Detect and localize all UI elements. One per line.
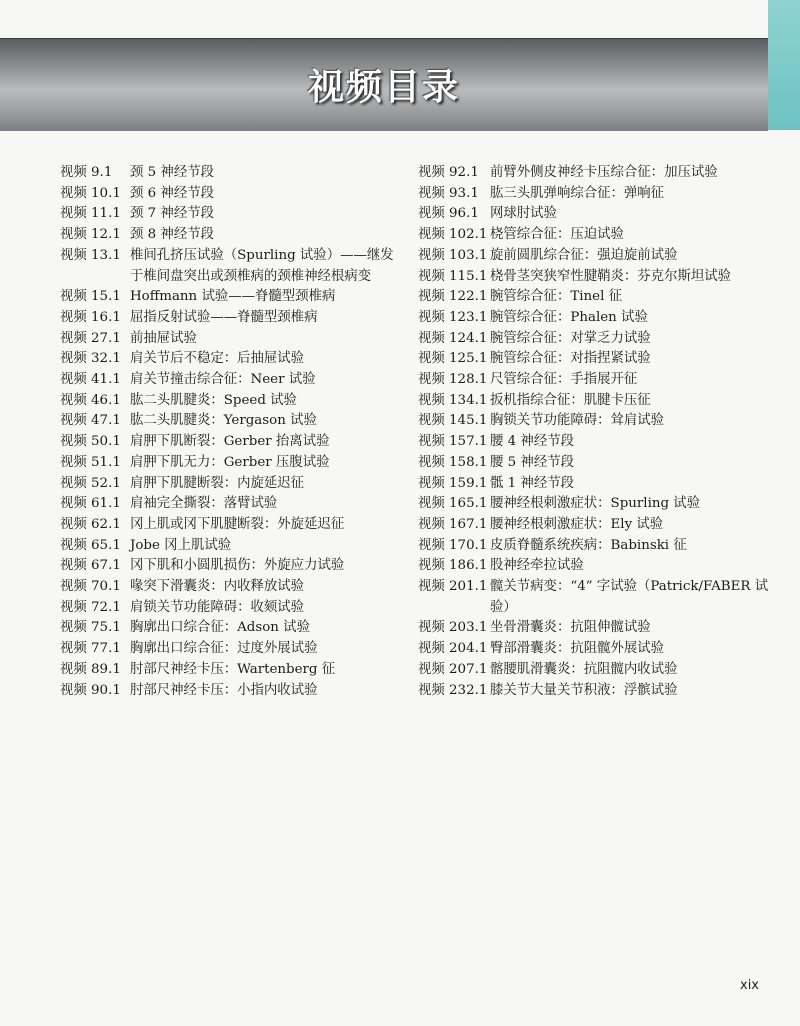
video-number: 视频 167.1 [418, 516, 488, 532]
video-title: 膝关节大量关节积液：浮髌试验 [490, 682, 678, 698]
video-title: 椎间孔挤压试验（Spurling 试验）——继发于椎间盘突出或颈椎病的颈椎神经根病变 [130, 247, 394, 284]
list-item[interactable] [60, 225, 405, 246]
teal-tab [768, 0, 800, 130]
video-title: 肩胛下肌断裂：Gerber 抬离试验 [130, 434, 330, 450]
list-item[interactable] [60, 494, 405, 515]
video-number: 视频 232.1 [418, 682, 488, 698]
video-title: 颈 5 神经节段 [130, 165, 214, 180]
video-title: 颈 7 神经节段 [130, 206, 214, 222]
video-number: 视频 157.1 [418, 434, 488, 450]
list-item[interactable] [60, 660, 405, 681]
list-item[interactable] [60, 204, 405, 225]
video-title: 肱二头肌腱炎：Speed 试验 [130, 392, 297, 408]
video-title: 股神经牵拉试验 [490, 558, 584, 574]
list-item[interactable] [418, 204, 778, 225]
list-item[interactable] [418, 329, 778, 350]
video-number: 视频 32.1 [60, 351, 121, 367]
video-number: 视频 89.1 [60, 661, 121, 677]
list-item[interactable] [60, 184, 405, 205]
list-item[interactable] [60, 681, 405, 702]
video-title: 腕管综合征：Tinel 征 [490, 289, 623, 305]
video-title: 肘部尺神经卡压：小指内收试验 [130, 682, 318, 698]
list-item[interactable] [418, 184, 778, 205]
video-number: 视频 115.1 [418, 268, 488, 284]
video-title: 骶 1 神经节段 [490, 475, 574, 491]
video-title: 髋关节病变：“4” 字试验（Patrick/FABER 试验） [490, 579, 769, 615]
video-title: 桡管综合征：压迫试验 [490, 227, 624, 243]
video-number: 视频 186.1 [418, 558, 488, 574]
list-item[interactable] [418, 639, 778, 660]
video-number: 视频 123.1 [418, 309, 488, 325]
page-number: xix [740, 978, 759, 993]
list-item[interactable] [418, 556, 778, 577]
video-number: 视频 159.1 [418, 475, 488, 491]
list-item[interactable] [60, 287, 405, 308]
video-number: 视频 75.1 [60, 620, 121, 636]
page-title: 视频目录 [307, 65, 460, 108]
video-title: 旋前圆肌综合征：强迫旋前试验 [490, 247, 678, 263]
list-item[interactable] [418, 349, 778, 370]
video-title: 腰神经根刺激症状：Spurling 试验 [490, 496, 701, 512]
video-number: 视频 41.1 [60, 372, 121, 388]
video-number: 视频 61.1 [60, 496, 121, 512]
list-item[interactable] [418, 267, 778, 288]
video-number: 视频 203.1 [418, 620, 488, 636]
video-number: 视频 67.1 [60, 558, 121, 574]
video-number: 视频 125.1 [418, 351, 488, 367]
video-number: 视频 122.1 [418, 289, 488, 305]
list-item[interactable] [418, 494, 778, 515]
video-number: 视频 70.1 [60, 579, 121, 595]
list-item[interactable] [60, 163, 405, 184]
list-item[interactable] [60, 618, 405, 639]
video-title: 尺管综合征：手指展开征 [490, 372, 638, 388]
list-item[interactable] [60, 515, 405, 536]
list-item[interactable] [418, 411, 778, 432]
video-title: 腰 5 神经节段 [490, 454, 574, 470]
list-item[interactable] [60, 453, 405, 474]
video-title: 颈 8 神经节段 [130, 227, 214, 243]
list-item[interactable] [60, 474, 405, 495]
video-number: 视频 12.1 [60, 227, 121, 243]
right-column [418, 163, 778, 701]
video-number: 视频 204.1 [418, 641, 488, 657]
video-number: 视频 52.1 [60, 475, 121, 491]
video-title: 肩锁关节功能障碍：收颏试验 [130, 599, 305, 615]
video-number: 视频 96.1 [418, 206, 479, 222]
list-item[interactable] [60, 329, 405, 350]
video-title: 腕管综合征：对指捏紧试验 [490, 351, 651, 367]
list-item[interactable] [418, 432, 778, 453]
video-number: 视频 65.1 [60, 537, 121, 553]
video-number: 视频 13.1 [60, 247, 121, 263]
video-number: 视频 145.1 [418, 413, 488, 429]
video-number: 视频 62.1 [60, 516, 121, 532]
list-item[interactable] [418, 370, 778, 391]
list-item[interactable] [418, 660, 778, 681]
video-title: 肩袖完全撕裂：落臂试验 [130, 496, 278, 512]
video-number: 视频 103.1 [418, 247, 488, 263]
list-item[interactable] [60, 370, 405, 391]
video-title: 前臂外侧皮神经卡压综合征：加压试验 [490, 165, 718, 180]
video-title: 肩胛下肌腱断裂：内旋延迟征 [130, 475, 305, 491]
video-number: 视频 170.1 [418, 537, 488, 553]
video-title: 喙突下滑囊炎：内收释放试验 [130, 579, 305, 595]
video-title: 肩关节撞击综合征：Neer 试验 [130, 372, 316, 388]
video-title: 肩关节后不稳定：后抽屉试验 [130, 351, 305, 367]
video-title: 腰神经根刺激症状：Ely 试验 [490, 516, 664, 532]
list-item[interactable] [60, 246, 405, 287]
video-number: 视频 93.1 [418, 185, 479, 201]
video-number: 视频 9.1 [60, 165, 113, 180]
list-item[interactable] [60, 598, 405, 619]
video-number: 视频 201.1 [418, 579, 488, 595]
video-number: 视频 50.1 [60, 434, 121, 450]
video-number: 视频 16.1 [60, 309, 121, 325]
video-number: 视频 11.1 [60, 206, 121, 222]
video-number: 视频 158.1 [418, 454, 488, 470]
video-title: 髂腰肌滑囊炎：抗阻髋内收试验 [490, 661, 678, 677]
video-number: 视频 92.1 [418, 165, 479, 180]
video-title: 网球肘试验 [490, 206, 557, 222]
video-number: 视频 47.1 [60, 413, 121, 429]
list-item[interactable] [418, 163, 778, 184]
list-item[interactable] [60, 577, 405, 598]
video-title: 冈下肌和小圆肌损伤：外旋应力试验 [130, 558, 345, 574]
list-item[interactable] [418, 681, 778, 702]
list-item[interactable] [418, 287, 778, 308]
video-title: 腕管综合征：对掌乏力试验 [490, 330, 651, 346]
video-title: 肱三头肌弹响综合征：弹响征 [490, 185, 665, 201]
video-number: 视频 46.1 [60, 392, 121, 408]
video-title: 胸廓出口综合征：Adson 试验 [130, 620, 310, 636]
video-title: Hoffmann 试验——脊髓型颈椎病 [130, 289, 336, 305]
list-item[interactable] [60, 411, 405, 432]
video-number: 视频 90.1 [60, 682, 121, 698]
video-title: 扳机指综合征：肌腱卡压征 [490, 392, 651, 408]
video-title: 屈指反射试验——脊髓型颈椎病 [130, 309, 318, 325]
video-number: 视频 124.1 [418, 330, 488, 346]
video-title: 胸锁关节功能障碍：耸肩试验 [490, 413, 665, 429]
list-item[interactable] [418, 391, 778, 412]
video-title: 肘部尺神经卡压：Wartenberg 征 [130, 661, 336, 677]
list-item[interactable] [60, 639, 405, 660]
video-number: 视频 134.1 [418, 392, 488, 408]
video-title: 腕管综合征：Phalen 试验 [490, 309, 648, 325]
video-title: 腰 4 神经节段 [490, 434, 574, 450]
video-number: 视频 15.1 [60, 289, 121, 305]
list-item[interactable] [418, 515, 778, 536]
video-number: 视频 72.1 [60, 599, 121, 615]
video-number: 视频 10.1 [60, 185, 121, 201]
video-number: 视频 51.1 [60, 454, 121, 470]
list-item[interactable] [60, 536, 405, 557]
list-item[interactable] [418, 618, 778, 639]
video-number: 视频 77.1 [60, 641, 121, 657]
video-title: 臀部滑囊炎：抗阻髋外展试验 [490, 641, 665, 657]
list-item[interactable] [418, 577, 778, 618]
video-title: 冈上肌或冈下肌腱断裂：外旋延迟征 [130, 516, 345, 532]
left-column [60, 163, 405, 701]
video-title: 桡骨茎突狭窄性腱鞘炎：芬克尔斯坦试验 [490, 268, 732, 284]
video-title: 皮质脊髓系统疾病：Babinski 征 [490, 537, 687, 553]
top-margin [0, 0, 768, 38]
list-item[interactable] [418, 225, 778, 246]
list-item[interactable] [418, 536, 778, 557]
list-item[interactable] [60, 556, 405, 577]
video-title: 肱二头肌腱炎：Yergason 试验 [130, 413, 317, 429]
list-item[interactable] [60, 349, 405, 370]
video-number: 视频 102.1 [418, 227, 488, 243]
video-title: 胸廓出口综合征：过度外展试验 [130, 641, 318, 657]
video-title: 前抽屉试验 [130, 330, 197, 346]
video-number: 视频 27.1 [60, 330, 121, 346]
list-item[interactable] [418, 246, 778, 267]
list-item[interactable] [60, 432, 405, 453]
video-title: 颈 6 神经节段 [130, 185, 214, 201]
list-item[interactable] [60, 391, 405, 412]
video-title: 肩胛下肌无力：Gerber 压腹试验 [130, 454, 330, 470]
list-item[interactable] [60, 308, 405, 329]
list-item[interactable] [418, 453, 778, 474]
video-title: 坐骨滑囊炎：抗阻伸髋试验 [490, 620, 651, 636]
video-number: 视频 128.1 [418, 372, 488, 388]
list-item[interactable] [418, 308, 778, 329]
list-item[interactable] [418, 474, 778, 495]
video-number: 视频 165.1 [418, 496, 488, 512]
video-number: 视频 207.1 [418, 661, 488, 677]
video-title: Jobe 冈上肌试验 [130, 537, 232, 553]
